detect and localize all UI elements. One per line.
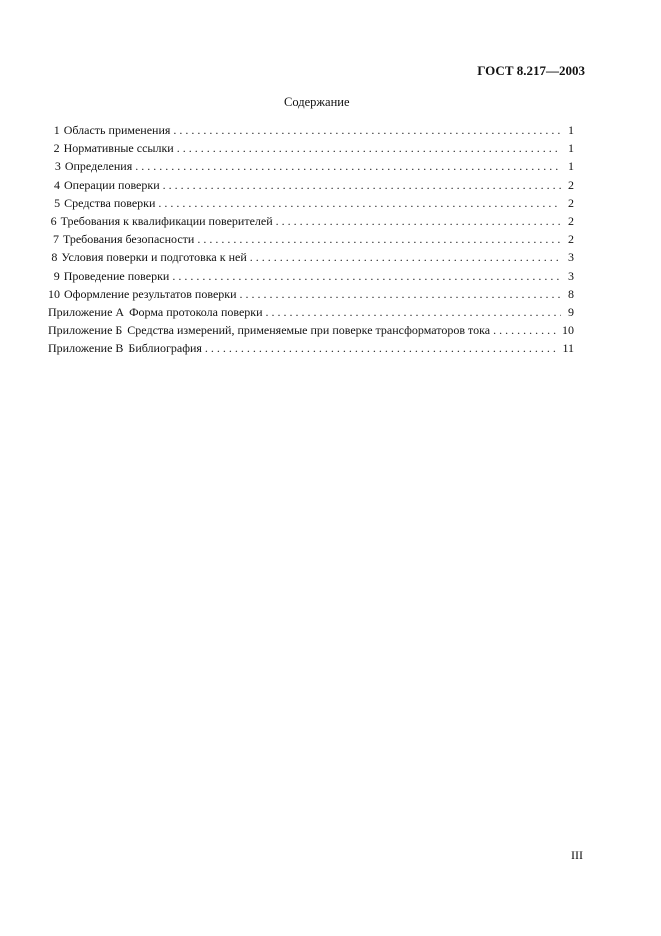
toc-leader-dots <box>173 121 561 139</box>
toc-leader-dots <box>266 303 561 321</box>
toc-entry-page: 1 <box>568 123 574 137</box>
toc-leader-dots <box>158 194 561 212</box>
toc-entry-page: 1 <box>568 141 574 156</box>
toc-entry-label: Определения <box>64 159 133 174</box>
toc-entry-page: 1 <box>568 159 574 174</box>
toc-entry-label: Требования к квалификации поверителей <box>60 213 273 228</box>
toc-entry-page: 10 <box>562 323 574 338</box>
toc-entry-number: 1 <box>53 123 60 137</box>
toc-leader-dots <box>197 230 561 248</box>
toc-entry-annex[interactable] <box>48 321 574 339</box>
toc-leader-dots <box>205 339 560 357</box>
toc-entry[interactable] <box>48 157 574 175</box>
toc-entry-page: 3 <box>568 250 574 265</box>
toc-entry-page: 2 <box>568 195 574 210</box>
toc-entry-number: 6 <box>50 213 57 228</box>
toc-entry-page: 9 <box>568 304 574 319</box>
toc-entry[interactable] <box>48 212 574 230</box>
toc-entry-number: 4 <box>54 177 61 192</box>
toc-leader-dots <box>177 139 561 157</box>
toc-entry-number: 9 <box>53 268 60 283</box>
toc-entry-page: 2 <box>568 213 574 228</box>
toc-leader-dots <box>276 212 561 230</box>
toc-leader-dots <box>240 285 561 303</box>
toc-entry-number: 10 <box>48 286 60 301</box>
toc-entry-label: Средства измерений, применяемые при поверке трансформаторов тока <box>127 323 491 338</box>
toc-entry-label: Область применения <box>63 123 171 137</box>
toc-entry-label: Нормативные ссылки <box>63 141 174 156</box>
toc-entry-page: 8 <box>568 286 574 301</box>
toc-entry-label: Библиография <box>128 341 202 356</box>
toc-entry-annex[interactable] <box>48 303 574 321</box>
toc-entry[interactable] <box>48 267 574 285</box>
toc-entry-label: Средства поверки <box>64 195 156 210</box>
toc-entry[interactable] <box>48 176 574 194</box>
toc-leader-dots <box>493 321 559 339</box>
toc-leader-dots <box>135 157 561 175</box>
toc-entry-number: 5 <box>54 195 61 210</box>
toc-entry-label: Проведение поверки <box>63 268 170 283</box>
toc-entry-page: 11 <box>562 341 574 356</box>
toc-entry-page: 2 <box>568 232 574 247</box>
toc-annex-designation: Приложение Б <box>48 323 123 338</box>
toc-leader-dots <box>163 176 561 194</box>
toc-entry-label: Требования безопасности <box>62 232 195 247</box>
toc-entry-number: 3 <box>54 159 61 174</box>
table-of-contents <box>48 121 574 357</box>
page-number: III <box>571 848 583 862</box>
document-code: ГОСТ 8.217—2003 <box>477 63 585 78</box>
toc-title: Содержание <box>284 95 350 109</box>
toc-leader-dots <box>172 267 561 285</box>
toc-entry[interactable] <box>48 248 574 266</box>
toc-entry-label: Оформление результатов поверки <box>64 286 237 301</box>
toc-entry-number: 2 <box>53 141 60 156</box>
toc-entry-number: 7 <box>52 232 59 247</box>
toc-entry[interactable] <box>48 121 574 139</box>
toc-entry-annex[interactable] <box>48 339 574 357</box>
toc-entry-page: 2 <box>568 177 574 192</box>
toc-entry-label: Условия поверки и подготовка к ней <box>61 250 247 265</box>
toc-annex-designation: Приложение В <box>48 341 124 356</box>
toc-entry[interactable] <box>48 139 574 157</box>
toc-entry-label: Форма протокола поверки <box>129 304 263 319</box>
toc-entry[interactable] <box>48 285 574 303</box>
toc-annex-designation: Приложение А <box>48 304 125 319</box>
toc-entry[interactable] <box>48 194 574 212</box>
toc-entry-number: 8 <box>51 250 58 265</box>
toc-entry-page: 3 <box>568 268 574 283</box>
toc-entry[interactable] <box>48 230 574 248</box>
toc-leader-dots <box>250 248 561 266</box>
toc-entry-label: Операции поверки <box>64 177 160 192</box>
